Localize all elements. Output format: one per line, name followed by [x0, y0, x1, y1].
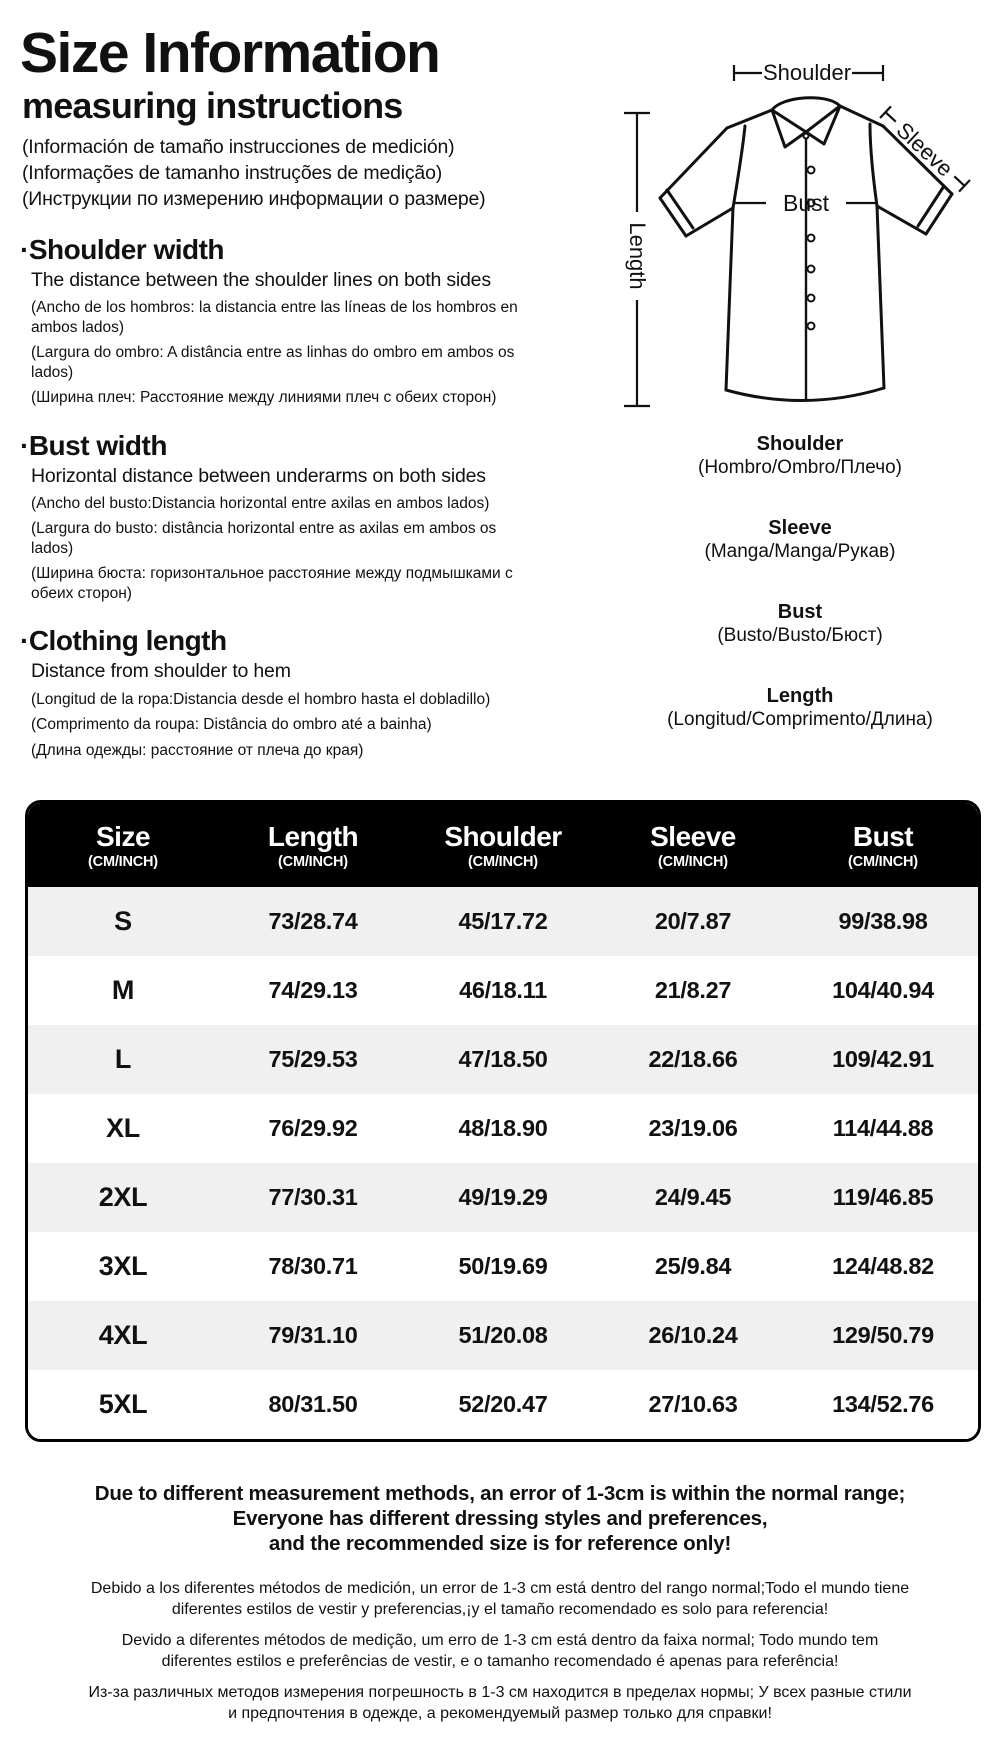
diagram-label-shoulder: Shoulder [762, 60, 852, 85]
bullet-dot: · [20, 429, 29, 461]
disclaimer-portuguese-line: diferentes estilos e preferências de vestir, e o tamanho recomendado é apenas para referência! [161, 1652, 839, 1670]
cell-size: 5XL [98, 1389, 148, 1419]
column-label: Size [95, 820, 151, 852]
cell-length: 79/31.10 [268, 1322, 358, 1348]
column-header [788, 803, 978, 887]
subtitle-translations [22, 134, 568, 212]
section-heading [20, 235, 568, 266]
disclaimer [0, 1481, 1000, 1724]
section-notes [20, 690, 568, 761]
section-note: (Largura do ombro: A distância entre as linhas do ombro em ambos os lados) [31, 344, 515, 381]
section-notes [20, 298, 568, 408]
column-header [598, 803, 788, 887]
disclaimer-russian-line: Из-за различных методов измерения погрешность в 1-3 см находится в пределах нормы; У всех разные стили [88, 1684, 912, 1701]
cell-size: XL [106, 1113, 140, 1143]
section-heading [20, 626, 568, 657]
size-table-row [28, 956, 978, 1025]
legend-term: Length [766, 685, 834, 707]
legend-item [600, 516, 1000, 564]
legend-translation: (Hombro/Ombro/Плечо) [698, 457, 902, 478]
column-unit: (CM/INCH) [848, 853, 918, 870]
size-table-row [28, 1301, 978, 1370]
cell-size: 3XL [98, 1251, 148, 1281]
column-unit: (CM/INCH) [278, 853, 348, 870]
cell-bust: 114/44.88 [832, 1115, 934, 1141]
column-header [408, 803, 598, 887]
subtitle-translation: (Información de tamaño instrucciones de medición) [22, 136, 455, 159]
cell-length: 80/31.50 [268, 1391, 358, 1417]
section-heading-text: Shoulder width [28, 234, 225, 266]
legend-translation: (Manga/Manga/Рукав) [704, 541, 896, 562]
cell-length: 78/30.71 [268, 1253, 358, 1279]
cell-shoulder: 46/18.11 [459, 977, 547, 1003]
disclaimer-portuguese-line: Devido a diferentes métodos de medição, um erro de 1-3 cm está dentro da faixa normal; Todo mundo tem [121, 1632, 879, 1649]
page-subtitle: measuring instructions [22, 85, 403, 127]
cell-bust: 109/42.91 [832, 1046, 934, 1072]
disclaimer-english-line: and the recommended size is for reference only! [268, 1532, 732, 1555]
measurement-legend [600, 432, 1000, 768]
column-header [218, 803, 408, 887]
cell-shoulder: 45/17.72 [458, 908, 548, 934]
section-note: (Ancho del busto:Distancia horizontal entre axilas en ambos lados) [31, 494, 490, 512]
subtitle-translation: (Инструкции по измерению информации о размере) [22, 188, 486, 211]
disclaimer-portuguese [30, 1631, 970, 1672]
cell-size: M [111, 975, 135, 1005]
legend-term: Shoulder [756, 433, 844, 455]
diagram-label-bust: Bust [782, 190, 830, 216]
cell-sleeve: 24/9.45 [654, 1184, 732, 1210]
diagram-label-length: Length [625, 222, 650, 290]
bullet-dot: · [20, 625, 29, 657]
size-table-row [28, 1232, 978, 1301]
legend-term: Sleeve [768, 517, 832, 539]
disclaimer-spanish-line: Debido a los diferentes métodos de medición, un error de 1-3 cm está dentro del rango normal;Todo el mundo tiene [90, 1580, 910, 1597]
diagram-label-sleeve: Sleeve [891, 117, 958, 182]
cell-sleeve: 21/8.27 [654, 977, 732, 1003]
cell-length: 73/28.74 [268, 908, 358, 934]
column-label: Sleeve [650, 820, 736, 852]
disclaimer-english-line: Everyone has different dressing styles and preferences, [232, 1507, 768, 1530]
size-table-row [28, 1025, 978, 1094]
section-note: (Длина одежды: расстояние от плеча до края) [31, 741, 364, 759]
size-table-body [28, 887, 978, 1439]
legend-translation: (Busto/Busto/Бюст) [717, 625, 883, 646]
subtitle-translation: (Informações de tamanho instruções de medição) [22, 162, 443, 185]
column-label: Length [267, 820, 359, 852]
section-note: (Ширина плеч: Расстояние между линиями плеч с обеих сторон) [31, 389, 497, 407]
column-header [28, 803, 218, 887]
legend-item [600, 600, 1000, 648]
size-table-row [28, 1370, 978, 1439]
bullet-dot: · [20, 234, 29, 266]
cell-size: 2XL [98, 1182, 148, 1212]
measuring-instructions-panel [20, 21, 568, 760]
section-note: (Largura do busto: distância horizontal entre as axilas em ambos os lados) [31, 520, 497, 557]
disclaimer-english-line: Due to different measurement methods, an error of 1-3cm is within the normal range; [94, 1482, 906, 1505]
cell-bust: 104/40.94 [832, 977, 934, 1003]
section-note: (Longitud de la ropa:Distancia desde el hombro hasta el dobladillo) [31, 690, 491, 708]
cell-bust: 134/52.76 [832, 1391, 934, 1417]
disclaimer-russian-line: и предпочтения в одежде, а рекомендуемый размер только для справки! [228, 1704, 772, 1722]
size-table-header [28, 803, 978, 887]
section-note: (Comprimento da roupa: Distância do ombro até a bainha) [31, 716, 432, 734]
cell-sleeve: 25/9.84 [654, 1253, 732, 1279]
section-description: Distance from shoulder to hem [31, 660, 291, 683]
disclaimer-spanish [30, 1579, 970, 1620]
cell-shoulder: 49/19.29 [458, 1184, 548, 1210]
cell-shoulder: 48/18.90 [458, 1115, 548, 1141]
cell-shoulder: 47/18.50 [458, 1046, 548, 1072]
column-unit: (CM/INCH) [88, 853, 158, 870]
cell-sleeve: 23/19.06 [648, 1115, 738, 1141]
section-description: Horizontal distance between underarms on both sides [31, 464, 486, 487]
cell-size: L [114, 1044, 132, 1074]
cell-bust: 129/50.79 [832, 1322, 934, 1348]
section-note: (Ancho de los hombros: la distancia entre las líneas de los hombros en ambos lados) [31, 299, 518, 336]
cell-length: 77/30.31 [268, 1184, 358, 1210]
cell-length: 75/29.53 [268, 1046, 358, 1072]
column-unit: (CM/INCH) [658, 853, 728, 870]
legend-item [600, 432, 1000, 480]
cell-sleeve: 22/18.66 [648, 1046, 738, 1072]
size-table-row [28, 1094, 978, 1163]
cell-bust: 124/48.82 [832, 1253, 934, 1279]
section-heading-text: Bust width [28, 429, 167, 461]
cell-bust: 99/38.98 [838, 908, 928, 934]
section-heading-text: Clothing length [28, 625, 227, 657]
cell-shoulder: 50/19.69 [458, 1253, 548, 1279]
column-label: Shoulder [444, 820, 562, 852]
column-label: Bust [852, 820, 914, 852]
section-heading [20, 431, 568, 462]
section-notes [20, 494, 568, 604]
sleeve-bracket [877, 103, 973, 195]
legend-item [600, 684, 1000, 732]
measurement-section [20, 235, 568, 408]
cell-sleeve: 26/10.24 [648, 1322, 738, 1348]
measurement-section [20, 626, 568, 760]
legend-term: Bust [777, 601, 823, 623]
section-note: (Ширина бюста: горизонтальное расстояние между подмышками с обеих сторон) [31, 565, 513, 602]
page-title: Size Information [20, 21, 440, 85]
disclaimer-russian [30, 1683, 970, 1724]
disclaimer-english [0, 1481, 1000, 1556]
disclaimer-spanish-line: diferentes estilos de vestir y preferencias,¡y el tamaño recomendado es solo para referencia! [171, 1600, 829, 1618]
cell-sleeve: 27/10.63 [648, 1391, 738, 1417]
cell-shoulder: 52/20.47 [458, 1391, 548, 1417]
size-table-row [28, 1163, 978, 1232]
cell-size: 4XL [98, 1320, 148, 1350]
size-table-row [28, 887, 978, 956]
cell-length: 74/29.13 [268, 977, 358, 1003]
shirt-measurement-diagram [600, 50, 1000, 425]
cell-shoulder: 51/20.08 [458, 1322, 548, 1348]
cell-sleeve: 20/7.87 [654, 908, 732, 934]
legend-translation: (Longitud/Comprimento/Длина) [667, 709, 933, 730]
cell-length: 76/29.92 [268, 1115, 358, 1141]
column-unit: (CM/INCH) [468, 853, 538, 870]
cell-bust: 119/46.85 [832, 1184, 934, 1210]
measurement-section [20, 431, 568, 604]
section-description: The distance between the shoulder lines on both sides [31, 268, 491, 291]
size-table [25, 800, 981, 1442]
cell-size: S [114, 906, 132, 936]
